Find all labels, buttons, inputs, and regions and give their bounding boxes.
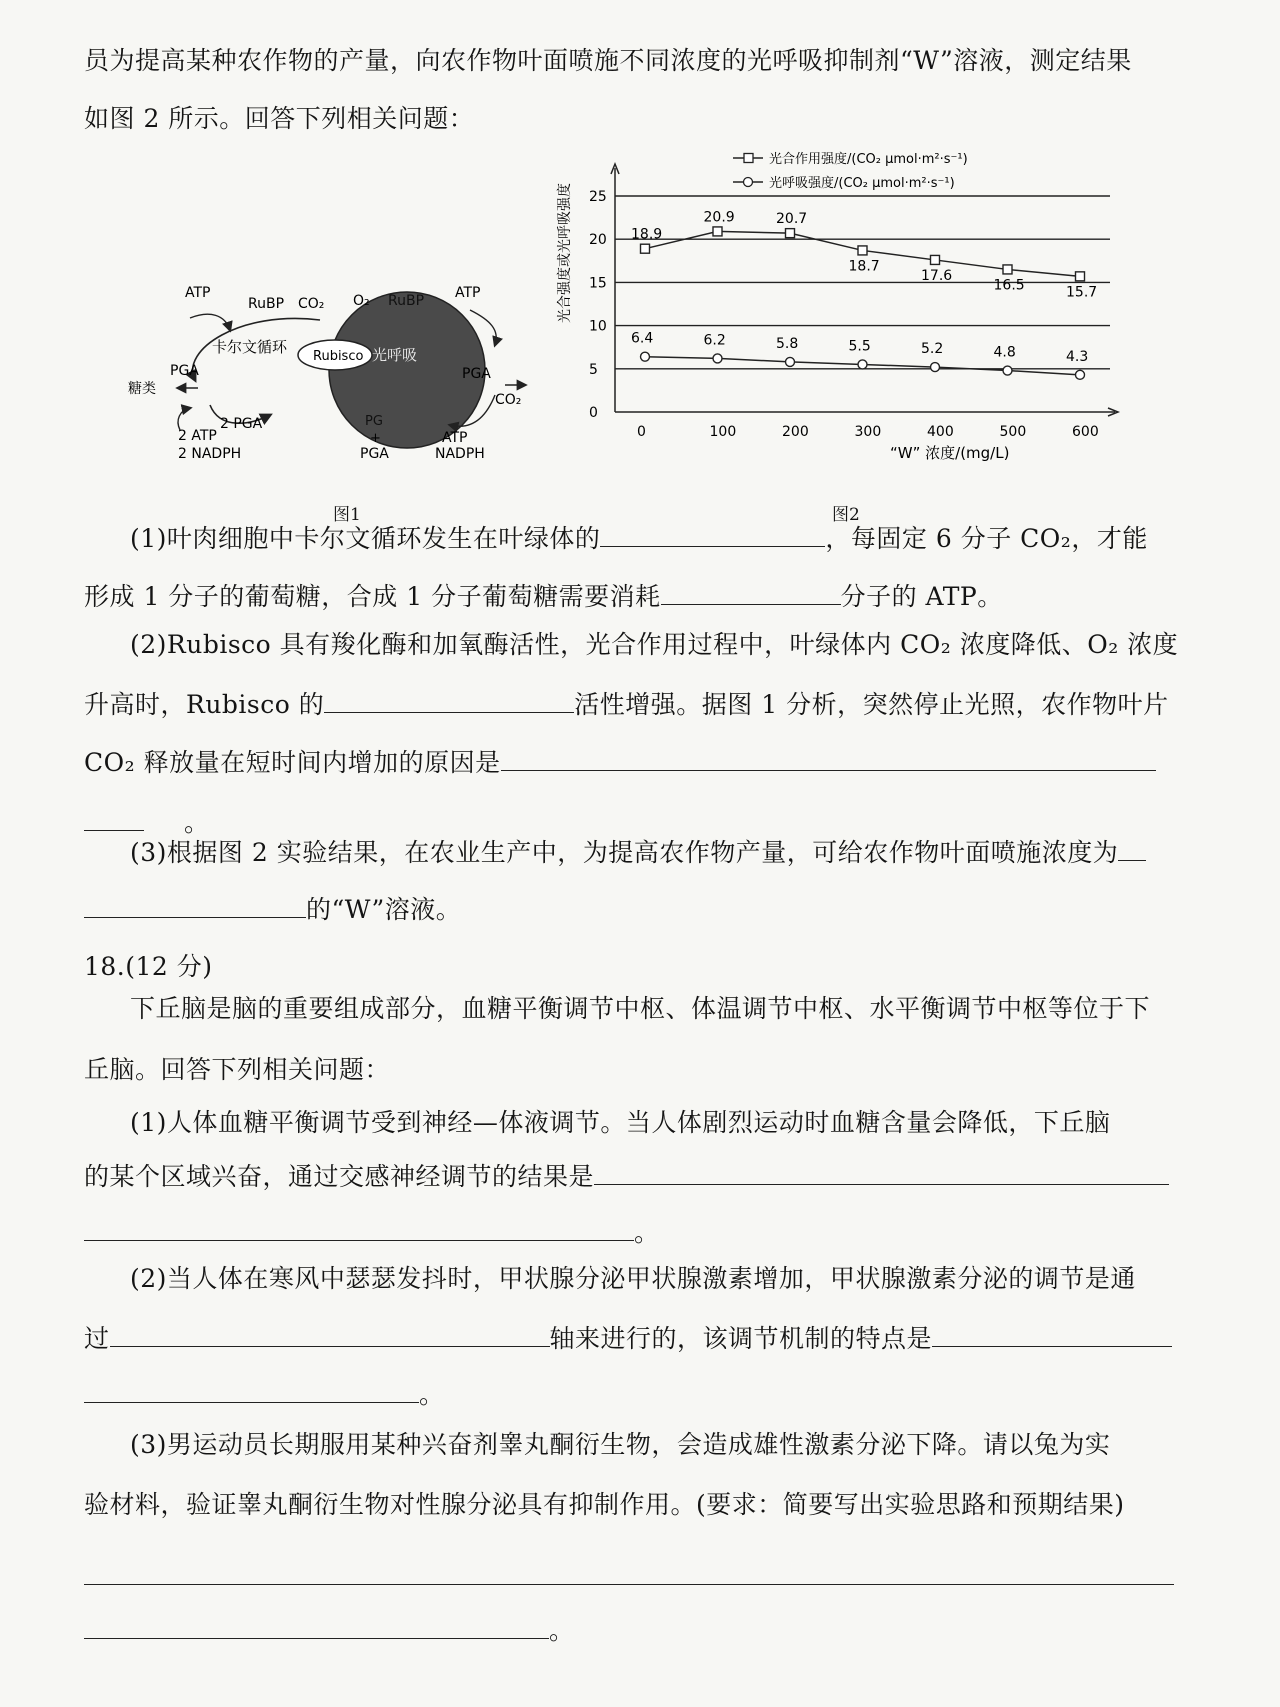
label-pga-right: PGA: [462, 366, 491, 382]
label-nadph-bottom: NADPH: [435, 446, 485, 462]
answer-blank-3[interactable]: [324, 688, 574, 713]
data-label: 16.5: [993, 277, 1025, 294]
data-label: 6.2: [703, 332, 726, 349]
q18-part1-line1: (1)人体血糖平衡调节受到神经—体液调节。当人体剧烈运动时血糖含量会降低，下丘脑: [130, 1108, 1111, 1137]
label-two-pga: 2 PGA: [220, 416, 263, 432]
x-tick-label: 600: [1072, 424, 1099, 440]
answer-blank-6-cont[interactable]: [84, 1216, 634, 1241]
x-tick-label: 100: [709, 424, 737, 440]
x-tick-label: 0: [637, 424, 646, 440]
data-point-circle: [858, 360, 867, 369]
q17-part2-line2: [84, 688, 1169, 722]
data-label: 18.9: [631, 226, 663, 243]
data-label: 20.9: [703, 209, 735, 226]
q17-part1-line1: [130, 522, 1148, 556]
label-co2-right: CO₂: [495, 392, 522, 408]
label-plus: +: [370, 431, 381, 446]
q18-part2-line3: [84, 1378, 445, 1412]
q17-p3b: 的“W”溶液。: [306, 895, 462, 924]
data-point-square: [1076, 272, 1085, 281]
intro-line-1: 员为提高某种农作物的产量，向农作物叶面喷施不同浓度的光呼吸抑制剂“W”溶液，测定结果: [84, 46, 1132, 75]
answer-blank-9-cont[interactable]: [84, 1614, 549, 1639]
figure-2-chart: [555, 148, 1130, 493]
q18-p2b: 过: [84, 1324, 110, 1353]
x-tick-label: 300: [854, 424, 882, 440]
answer-blank-9[interactable]: [84, 1560, 1174, 1585]
q17-p2d: CO₂ 释放量在短时间内增加的原因是: [84, 748, 501, 777]
q18-part3-line2: 验材料，验证睾丸酮衍生物对性腺分泌具有抑制作用。(要求：简要写出实验思路和预期结果): [84, 1490, 1125, 1519]
data-point-circle: [931, 363, 940, 372]
y-tick-label: 5: [589, 361, 598, 378]
data-point-circle: [713, 354, 722, 363]
chart-legend: [733, 151, 968, 191]
data-label: 5.5: [848, 338, 871, 355]
chart-series: [641, 227, 1085, 379]
q17-p2e: 。: [184, 808, 210, 837]
figure-2-caption: 图2: [832, 505, 860, 525]
answer-blank-8[interactable]: [932, 1322, 1172, 1347]
y-tick-label: 15: [589, 275, 607, 292]
label-two-nadph: 2 NADPH: [178, 446, 242, 462]
q17-part2-line4: [84, 806, 210, 840]
x-tick-label: 400: [927, 424, 954, 440]
label-atp-right: ATP: [455, 285, 481, 301]
data-point-circle: [641, 352, 650, 361]
answer-blank-6[interactable]: [594, 1160, 1169, 1185]
q18-header: 18.(12 分): [84, 952, 213, 981]
answer-blank-7[interactable]: [110, 1322, 550, 1347]
q17-part3-line1: [130, 836, 1146, 870]
label-atp-left: ATP: [185, 285, 211, 301]
label-pg: PG: [365, 414, 383, 429]
legend-marker-square: [744, 154, 753, 163]
data-label: 20.7: [776, 211, 808, 228]
chart-axes: [589, 164, 1118, 440]
data-label: 4.8: [993, 344, 1016, 361]
q17-p2c: 活性增强。据图 1 分析，突然停止光照，农作物叶片: [574, 690, 1169, 719]
data-point-square: [858, 246, 867, 255]
q18-p2c: 轴来进行的，该调节机制的特点是: [549, 1324, 933, 1353]
data-label: 5.8: [776, 335, 799, 352]
y-tick-label: 0: [589, 405, 598, 421]
answer-blank-4-cont[interactable]: [84, 806, 144, 831]
q18-p2d: 。: [419, 1380, 445, 1409]
data-point-square: [641, 244, 650, 253]
data-point-square: [713, 227, 722, 236]
figure-1-diagram: [128, 285, 530, 490]
x-tick-label: 200: [782, 424, 809, 440]
y-tick-label: 20: [589, 232, 607, 249]
label-co2-top: CO₂: [298, 296, 325, 312]
q17-p2b: 升高时，Rubisco 的: [84, 690, 325, 719]
answer-blank-4[interactable]: [501, 746, 1156, 771]
q17-part1-line2: [84, 580, 1003, 614]
answer-blank-5[interactable]: [1118, 836, 1146, 861]
q18-p1c: 。: [634, 1218, 660, 1247]
data-point-circle: [786, 357, 795, 366]
q18-intro-line2: 丘脑。回答下列相关问题：: [84, 1055, 391, 1084]
data-point-square: [931, 255, 940, 264]
chart-x-axis-label: “W” 浓度/(mg/L): [890, 444, 1010, 462]
label-rubp-left: RuBP: [248, 296, 285, 312]
label-photorespiration: 光呼吸: [372, 346, 418, 364]
label-calvin-cycle: 卡尔文循环: [212, 338, 288, 356]
figure-1-caption: 图1: [333, 505, 361, 525]
q18-part1-line2: [84, 1160, 1169, 1194]
q17-p3a: (3)根据图 2 实验结果，在农业生产中，为提高农作物产量，可给农作物叶面喷施浓度为: [130, 838, 1119, 867]
y-tick-label: 10: [589, 318, 607, 335]
legend-marker-circle: [744, 178, 753, 187]
q17-part2-line1: (2)Rubisco 具有羧化酶和加氧酶活性，光合作用过程中，叶绿体内 CO₂ 浓度降低、O₂ 浓度: [130, 630, 1179, 659]
legend-label: 光合作用强度/(CO₂ μmol·m²·s⁻¹): [769, 152, 968, 167]
data-point-circle: [1076, 370, 1085, 379]
q18-part3-line3: [84, 1560, 1174, 1594]
q18-p1b: 的某个区域兴奋，通过交感神经调节的结果是: [84, 1162, 595, 1191]
intro-line-2: 如图 2 所示。回答下列相关问题：: [84, 104, 475, 133]
data-point-square: [786, 229, 795, 238]
label-atp-bottom: ATP: [442, 430, 468, 446]
label-rubp-right: RuBP: [388, 293, 425, 309]
q18-part2-line2: [84, 1322, 1172, 1356]
legend-label: 光呼吸强度/(CO₂ μmol·m²·s⁻¹): [769, 176, 955, 191]
q18-part3-line4: [84, 1614, 575, 1648]
answer-blank-1[interactable]: [600, 522, 825, 547]
data-label: 15.7: [1066, 284, 1098, 301]
q17-part3-line2: [84, 893, 461, 927]
q18-p3c: 。: [549, 1616, 575, 1645]
data-label: 4.3: [1066, 348, 1089, 365]
q18-part2-line1: (2)当人体在寒风中瑟瑟发抖时，甲状腺分泌甲状腺激素增加，甲状腺激素分泌的调节是通: [130, 1264, 1136, 1293]
q17-p1a: (1)叶肉细胞中卡尔文循环发生在叶绿体的: [130, 524, 601, 553]
label-pga-bottom: PGA: [360, 446, 389, 462]
q17-p1c: 形成 1 分子的葡萄糖，合成 1 分子葡萄糖需要消耗: [84, 582, 661, 611]
data-label: 6.4: [631, 330, 654, 347]
label-sugar: 糖类: [128, 381, 156, 397]
q18-intro-line1: 下丘脑是脑的重要组成部分，血糖平衡调节中枢、体温调节中枢、水平衡调节中枢等位于下: [130, 994, 1151, 1023]
data-label: 5.2: [921, 341, 944, 358]
answer-blank-8-cont[interactable]: [84, 1378, 419, 1403]
q18-part1-line3: [84, 1216, 660, 1250]
x-tick-label: 500: [999, 424, 1027, 440]
data-label: 18.7: [848, 258, 880, 275]
label-rubisco: Rubisco: [313, 349, 364, 364]
chart-y-axis-label: 光合强度或光呼吸强度: [557, 183, 573, 323]
data-point-circle: [1003, 366, 1012, 375]
data-label: 17.6: [921, 267, 953, 284]
q17-part2-line3: [84, 746, 1156, 780]
q17-p1b: ，每固定 6 分子 CO₂，才能: [825, 524, 1148, 553]
answer-blank-2[interactable]: [661, 580, 841, 605]
y-tick-label: 25: [589, 189, 607, 205]
data-point-square: [1003, 265, 1012, 274]
label-two-atp: 2 ATP: [178, 428, 217, 444]
label-o2-top: O₂: [353, 293, 370, 309]
chart-labels: [631, 209, 1097, 364]
q18-part3-line1: (3)男运动员长期服用某种兴奋剂睾丸酮衍生物，会造成雄性激素分泌下降。请以兔为实: [130, 1430, 1111, 1459]
q17-p1d: 分子的 ATP。: [840, 582, 1003, 611]
label-pga-left: PGA: [170, 363, 199, 379]
answer-blank-5-cont[interactable]: [84, 893, 306, 918]
